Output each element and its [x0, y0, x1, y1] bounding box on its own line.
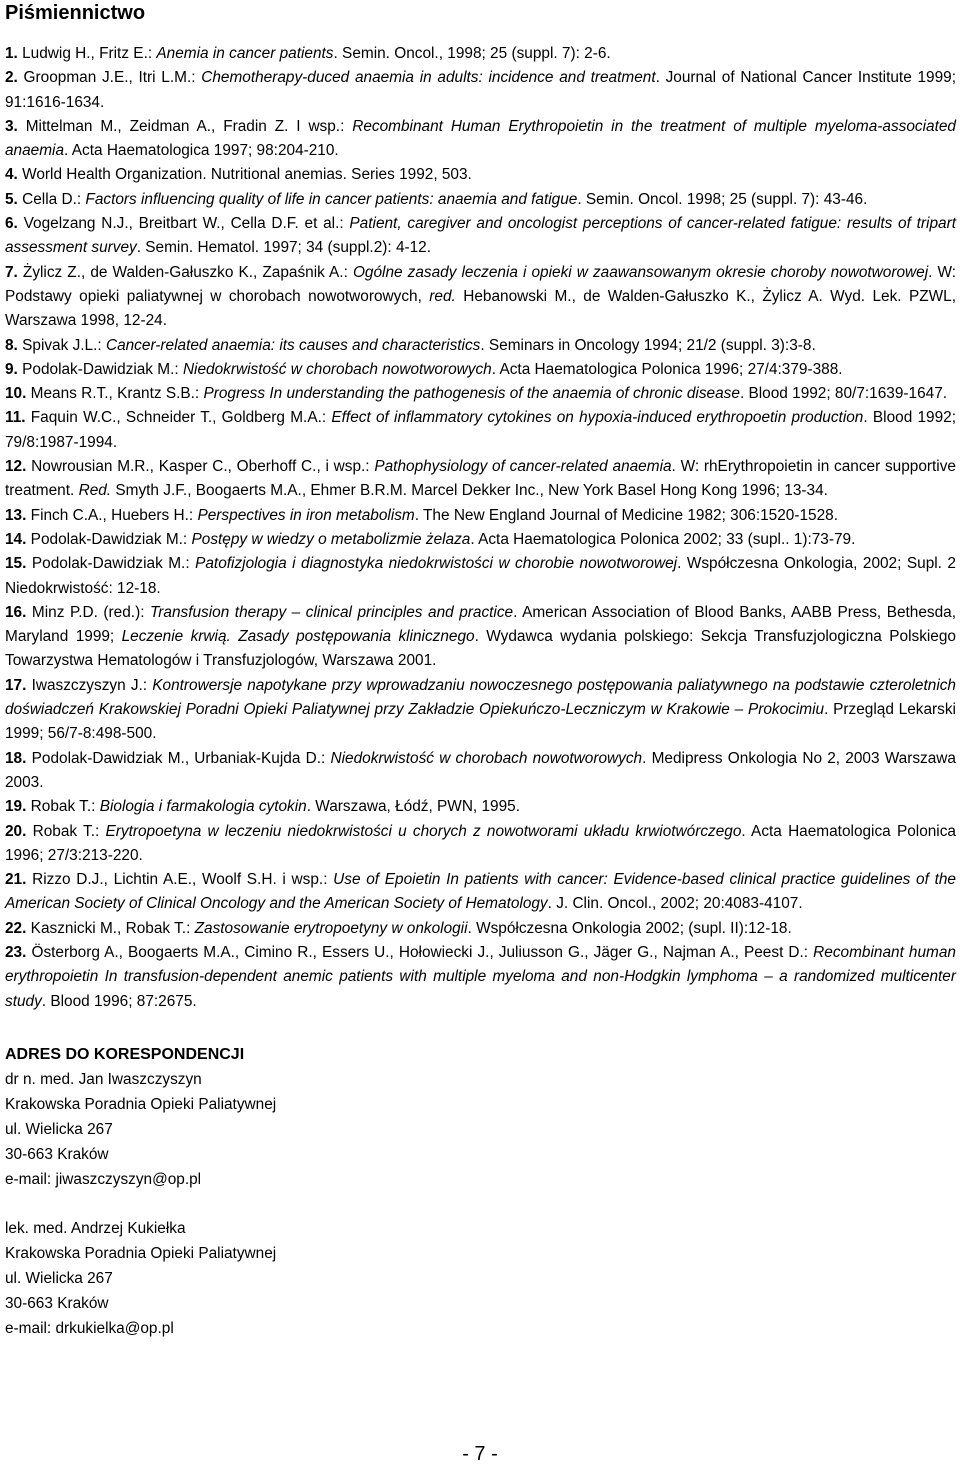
reference-item [5, 358, 956, 382]
reference-item [5, 552, 956, 601]
reference-number: 23. [5, 943, 27, 961]
reference-item [5, 820, 956, 869]
reference-text: . W: Podstawy opieki paliatywnej w chorobach nowotworowych, [5, 263, 956, 305]
reference-text: World Health Organization. Nutritional anemias. Series 1992, 503. [17, 166, 472, 184]
reference-number: 12. [5, 458, 27, 476]
reference-item [5, 601, 956, 674]
reference-text: . Blood 1992; 80/7:1639-1647. [739, 385, 948, 403]
address-line: dr n. med. Jan Iwaszczyszyn [5, 1070, 202, 1088]
reference-number: 6. [5, 215, 18, 233]
reference-title: Transfusion therapy – clinical principles and practice [150, 603, 514, 621]
reference-item [5, 674, 956, 747]
reference-number: 3. [5, 117, 18, 135]
reference-text: Finch C.A., Huebers H.: [26, 506, 198, 524]
reference-text: Smyth J.F., Boogaerts M.A., Ehmer B.R.M. Marcel Dekker Inc., New York Basel Hong Kong 1996; 13-34. [111, 482, 828, 500]
reference-text: Vogelzang N.J., Breitbart W., Cella D.F. et al.: [17, 215, 350, 233]
reference-title: Patofizjologia i diagnostyka niedokrwistości w chorobie nowotworowej [195, 555, 678, 573]
reference-number: 11. [5, 409, 26, 427]
reference-title: Use of Epoietin In patients with cancer: Evidence-based clinical practice guidelines of the American Society of Clinical Oncology and the American Society of Hematology [5, 871, 956, 913]
reference-item [5, 941, 956, 1014]
document-page [5, 0, 956, 1341]
reference-item [5, 528, 956, 552]
reference-number: 17. [5, 676, 27, 694]
reference-number: 10. [5, 385, 27, 403]
reference-text: . Medipress Onkologia No 2, 2003 Warszawa 2003. [5, 749, 956, 791]
reference-text: . Acta Haematologica Polonica 1996; 27/4:379-388. [491, 360, 843, 378]
reference-text: . Acta Haematologica 1997; 98:204-210. [64, 142, 339, 160]
reference-text: . Warszawa, Łódź, PWN, 1995. [306, 798, 521, 816]
reference-text: . Acta Haematologica Polonica 2002; 33 (supl.. 1):73-79. [470, 530, 856, 548]
reference-number: 18. [5, 749, 27, 767]
reference-title: Biologia i farmakologia cytokin [99, 798, 307, 816]
reference-title: Niedokrwistość w chorobach nowotworowych [330, 749, 643, 767]
reference-title: Erytropoetyna w leczeniu niedokrwistości u chorych z nowotworami układu krwiotwórczego [105, 822, 742, 840]
reference-item [5, 455, 956, 504]
reference-title: Effect of inflammatory cytokines on hypoxia-induced erythropoetin production [331, 409, 864, 427]
reference-item [5, 334, 956, 358]
reference-text: Żylicz Z., de Walden-Gałuszko K., Zapaśnik A.: [17, 263, 353, 281]
reference-title: Patient, caregiver and oncologist perceptions of cancer-related fatigue: results of tripart assessment survey [5, 215, 956, 257]
reference-item [5, 747, 956, 796]
reference-title: Pathophysiology of cancer-related anaemia [374, 458, 672, 476]
reference-title: Niedokrwistość w chorobach nowotworowych [182, 360, 492, 378]
reference-text: Cella D.: [17, 190, 86, 208]
reference-text: . Journal of National Cancer Institute 1999; 91:1616-1634. [5, 69, 956, 111]
reference-item [5, 188, 956, 212]
reference-number: 8. [5, 336, 18, 354]
reference-title: Progress In understanding the pathogenesis of the anaemia of chronic disease [203, 385, 740, 403]
reference-text: . Seminars in Oncology 1994; 21/2 (suppl. 3):3-8. [480, 336, 816, 354]
reference-text: Means R.T., Krantz S.B.: [26, 385, 204, 403]
address-line: ul. Wielicka 267 [5, 1269, 113, 1287]
address-line: 30-663 Kraków [5, 1145, 109, 1163]
reference-number: 4. [5, 166, 18, 184]
reference-item [5, 212, 956, 261]
reference-text: Faquin W.C., Schneider T., Goldberg M.A.: [25, 409, 332, 427]
reference-text: Österborg A., Boogaerts M.A., Cimino R., Essers U., Hołowiecki J., Juliusson G., Jäger G., Najman A., Peest D.: [26, 943, 814, 961]
reference-text: . Acta Haematologica Polonica 1996; 27/3:213-220. [5, 822, 956, 864]
reference-item [5, 42, 956, 66]
page-number: - 7 - [462, 1443, 498, 1465]
reference-text: Podolak-Dawidziak M., Urbaniak-Kujda D.: [26, 749, 331, 767]
reference-text: . Semin. Oncol. 1998; 25 (suppl. 7): 43-46. [577, 190, 868, 208]
reference-number: 9. [5, 360, 18, 378]
reference-title: Kontrowersje napotykane przy wprowadzaniu nowoczesnego postępowania paliatywnego na podstawie czteroletnich doświadczeń Krakowskiej Poradni Opieki Paliatywnej przy Zakładzie Opiekuńczo-Leczniczym w Krakowie – Prokocimiu [5, 676, 956, 719]
address-line: Krakowska Poradnia Opieki Paliatywnej [5, 1095, 277, 1113]
reference-number: 21. [5, 871, 27, 889]
reference-text: Podolak-Dawidziak M.: [17, 360, 183, 378]
reference-item [5, 795, 956, 819]
reference-text: . Przegląd Lekarski 1999; 56/7-8:498-500. [5, 701, 956, 743]
reference-text: Ludwig H., Fritz E.: [17, 45, 157, 62]
reference-title: Recombinant Human Erythropoietin in the treatment of multiple myeloma-associated anaemia [5, 117, 956, 160]
reference-text: . Wydawca wydania polskiego: Sekcja Transfuzjologiczna Polskiego Towarzystwa Hematologów i Transfuzjologów, Warszawa 2001. [5, 628, 956, 670]
reference-title: Factors influencing quality of life in cancer patients: anaemia and fatigue [85, 190, 578, 208]
reference-item [5, 163, 956, 187]
reference-number: 1. [5, 45, 18, 62]
reference-text: . J. Clin. Oncol., 2002; 20:4083-4107. [547, 895, 803, 913]
reference-text: Iwaszczyszyn J.: [26, 676, 153, 694]
reference-title: Anemia in cancer patients [156, 45, 334, 62]
reference-title: Chemotherapy-duced anaemia in adults: incidence and treatment [201, 69, 656, 87]
reference-item [5, 66, 956, 115]
address-email[interactable]: e-mail: jiwaszczyszyn@op.pl [5, 1170, 202, 1188]
reference-item [5, 406, 956, 455]
reference-text: . Semin. Oncol., 1998; 25 (suppl. 7): 2-6. [333, 45, 611, 62]
reference-number: 15. [5, 555, 27, 573]
reference-text: . The New England Journal of Medicine 1982; 306:1520-1528. [414, 506, 838, 524]
reference-title: Leczenie krwią. Zasady postępowania klinicznego [121, 628, 475, 646]
reference-text: Kasznicki M., Robak T.: [26, 919, 195, 937]
reference-title: Red. [78, 482, 112, 500]
reference-item [5, 382, 956, 406]
reference-number: 22. [5, 919, 27, 937]
reference-number: 7. [5, 263, 18, 281]
reference-text: Podolak-Dawidziak M.: [26, 530, 192, 548]
reference-number: 5. [5, 190, 18, 208]
reference-number: 14. [5, 530, 27, 548]
reference-list [5, 42, 956, 1014]
reference-number: 13. [5, 506, 27, 524]
reference-text: Minz P.D. (red.): [26, 603, 151, 621]
reference-text: Podolak-Dawidziak M.: [26, 555, 196, 573]
reference-text: Hebanowski M., de Walden-Gałuszko K., Żylicz A. Wyd. Lek. PZWL, Warszawa 1998, 12-24. [5, 287, 957, 330]
reference-number: 16. [5, 603, 27, 621]
reference-text: . Semin. Hematol. 1997; 34 (suppl.2): 4-12. [136, 239, 432, 257]
reference-title: Recombinant human erythropoietin In transfusion-dependent anemic patients with multiple myeloma and non-Hodgkin lymphoma – a randomized multicenter study [5, 943, 956, 1010]
reference-title: Perspectives in iron metabolism [197, 506, 415, 524]
reference-item [5, 868, 956, 917]
reference-number: 2. [5, 69, 18, 87]
reference-title: red. [429, 287, 456, 305]
reference-text: Mittelman M., Zeidman A., Fradin Z. I wsp.: [17, 117, 353, 135]
address-heading: ADRES DO KORESPONDENCJI [5, 1045, 245, 1063]
reference-text: Rizzo D.J., Lichtin A.E., Woolf S.H. i wsp.: [26, 871, 334, 889]
reference-item [5, 504, 956, 528]
reference-item [5, 917, 956, 941]
reference-text: . Współczesna Onkologia 2002; (supl. II):12-18. [467, 919, 792, 937]
correspondence-address [5, 1042, 956, 1341]
reference-text: Robak T.: [26, 822, 106, 840]
address-line: Krakowska Poradnia Opieki Paliatywnej [5, 1244, 277, 1262]
reference-text: Spivak J.L.: [17, 336, 106, 354]
reference-text: . W: rhErythropoietin in cancer supportive treatment. [5, 458, 956, 500]
reference-number: 19. [5, 798, 27, 816]
reference-text: . Blood 1992; 79/8:1987-1994. [5, 409, 956, 451]
address-line: lek. med. Andrzej Kukiełka [5, 1219, 186, 1237]
address-email[interactable]: e-mail: drkukielka@op.pl [5, 1319, 174, 1337]
reference-text: . Współczesna Onkologia, 2002; Supl. 2 Niedokrwistość: 12-18. [5, 555, 956, 597]
section-heading: Piśmiennictwo [5, 2, 146, 24]
reference-title: Cancer-related anaemia: its causes and characteristics [105, 336, 481, 354]
reference-text: . Blood 1996; 87:2675. [41, 992, 197, 1010]
reference-text: Robak T.: [26, 798, 100, 816]
reference-number: 20. [5, 822, 27, 840]
reference-title: Zastosowanie erytropoetyny w onkologii [194, 919, 468, 937]
reference-item [5, 261, 956, 334]
address-spacer [5, 1192, 956, 1216]
reference-text: Groopman J.E., Itri L.M.: [17, 69, 202, 87]
address-line: ul. Wielicka 267 [5, 1120, 113, 1138]
reference-text: . American Association of Blood Banks, AABB Press, Bethesda, Maryland 1999; [5, 603, 956, 646]
reference-text: Nowrousian M.R., Kasper C., Oberhoff C., i wsp.: [26, 458, 375, 476]
reference-title: Postępy w wiedzy o metabolizmie żelaza [191, 530, 471, 548]
address-line: 30-663 Kraków [5, 1294, 109, 1312]
reference-item [5, 115, 956, 164]
reference-title: Ogólne zasady leczenia i opieki w zaawansowanym okresie choroby nowotworowej [352, 263, 929, 281]
